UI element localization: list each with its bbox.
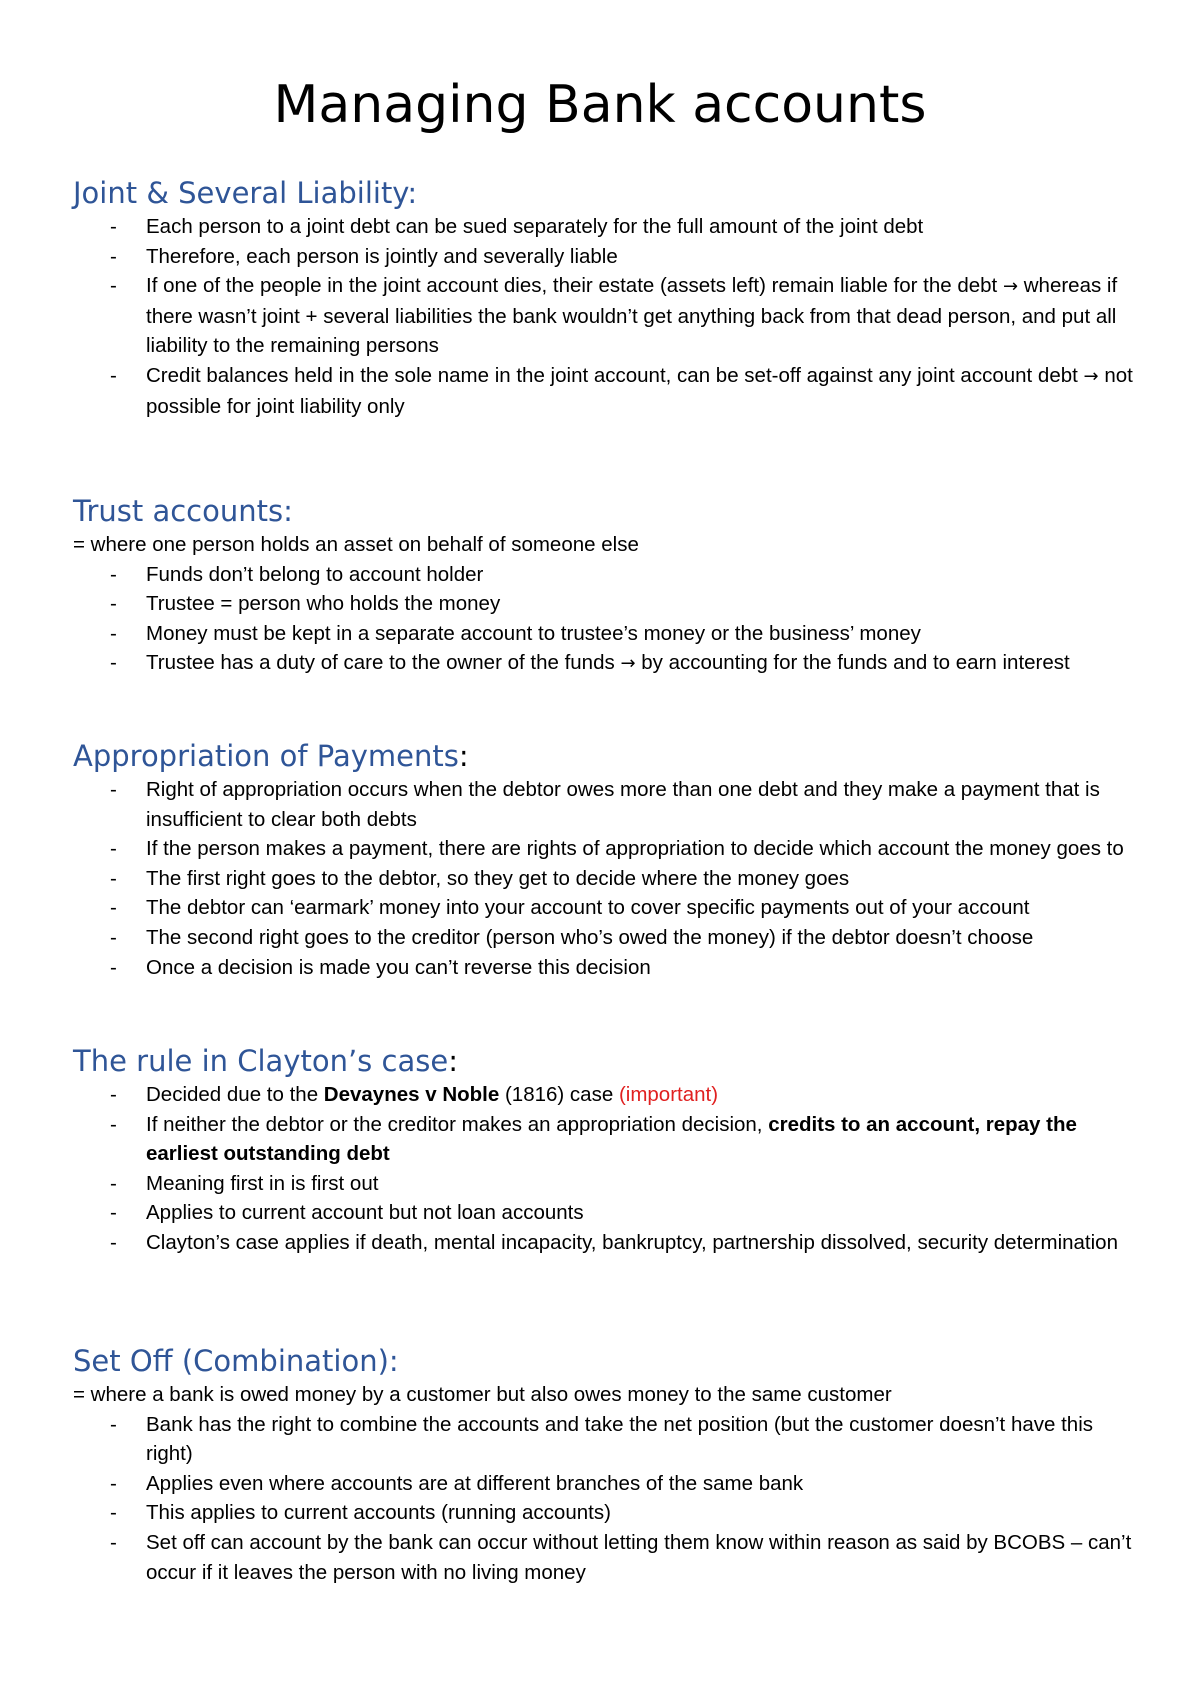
right-arrow-icon: → [1002, 276, 1019, 298]
list-item: - The second right goes to the creditor (person who’s owed the money) if the debtor doesn’t choose [73, 923, 1143, 953]
bullet-list [73, 775, 1143, 982]
list-item: - The first right goes to the debtor, so they get to decide where the money goes [73, 864, 1143, 894]
section-heading [73, 1043, 1143, 1079]
list-item-text: Credit balances held in the sole name in the joint account, can be set-off against any joint account debt [146, 363, 1084, 387]
section-appropriation [73, 738, 1143, 982]
list-item: - Clayton’s case applies if death, mental incapacity, bankruptcy, partnership dissolved, security determination [73, 1228, 1143, 1258]
list-item: - Therefore, each person is jointly and severally liable [73, 242, 1143, 272]
section-heading: Joint & Several Liability: [73, 176, 418, 210]
list-item: - Once a decision is made you can’t reverse this decision [73, 953, 1143, 983]
list-item: - Funds don’t belong to account holder [73, 560, 1143, 590]
bullet-list [73, 560, 1143, 679]
list-item: - The debtor can ‘earmark’ money into your account to cover specific payments out of your account [73, 893, 1143, 923]
list-item-text: If one of the people in the joint account dies, their estate (assets left) remain liable for the debt [146, 274, 1003, 298]
list-item: - Meaning first in is first out [73, 1169, 1143, 1199]
list-item: - Bank has the right to combine the accounts and take the net position (but the customer doesn’t have this right) [73, 1410, 1143, 1469]
bullet-list [73, 1410, 1143, 1588]
section-joint-liability [73, 175, 1143, 421]
list-item [73, 1110, 1143, 1169]
list-item [73, 648, 1143, 679]
bullet-list [73, 1080, 1143, 1258]
list-item-text: Trustee has a duty of care to the owner of the funds [146, 651, 621, 675]
list-item-text: (1816) case [499, 1083, 619, 1106]
section-trust-accounts [73, 493, 1143, 679]
section-heading: Set Off (Combination): [73, 1344, 399, 1378]
heading-colon: : [458, 739, 469, 773]
bold-rule: credits to an account, repay the earliest outstanding debt [146, 1112, 1077, 1166]
list-item: - This applies to current accounts (running accounts) [73, 1498, 1143, 1528]
list-item [73, 361, 1143, 421]
list-item: - Money must be kept in a separate account to trustee’s money or the business’ money [73, 619, 1143, 649]
heading-colon: : [448, 1044, 458, 1078]
section-heading: Trust accounts: [73, 494, 293, 528]
list-item: - Applies even where accounts are at different branches of the same bank [73, 1469, 1143, 1499]
list-item-text: If neither the debtor or the creditor makes an appropriation decision, [146, 1112, 769, 1136]
case-name: Devaynes v Noble [323, 1083, 500, 1106]
section-set-off [73, 1343, 1143, 1587]
right-arrow-icon: → [1083, 365, 1099, 387]
list-item: - Set off can account by the bank can occur without letting them know within reason as said by BCOBS – can’t occur if it leaves the person with no living money [73, 1528, 1143, 1587]
section-intro: = where a bank is owed money by a customer but also owes money to the same customer [73, 1383, 892, 1406]
list-item [73, 1080, 1143, 1110]
list-item-text: whereas if there wasn’t joint + several liabilities the bank wouldn’t get anything back from that dead person, and put all liability to the remaining persons [146, 274, 1118, 358]
list-item: - If the person makes a payment, there are rights of appropriation to decide which account the money goes to [73, 834, 1143, 864]
list-item [73, 271, 1143, 361]
list-item: - Trustee = person who holds the money [73, 589, 1143, 619]
page-title: Managing Bank accounts [273, 75, 927, 135]
right-arrow-icon: → [620, 653, 636, 675]
list-item: - Each person to a joint debt can be sued separately for the full amount of the joint debt [73, 212, 1143, 242]
section-heading [73, 738, 1143, 774]
section-intro: = where one person holds an asset on behalf of someone else [73, 533, 639, 556]
list-item: - Right of appropriation occurs when the debtor owes more than one debt and they make a payment that is insufficient to clear both debts [73, 775, 1143, 834]
section-claytons-case [73, 1043, 1143, 1258]
important-note: (important) [618, 1083, 719, 1106]
heading-text: Appropriation of Payments [73, 739, 459, 773]
list-item-text: by accounting for the funds and to earn interest [635, 651, 1070, 675]
heading-text: The rule in Clayton’s case [73, 1044, 449, 1078]
bullet-list [73, 212, 1143, 421]
list-item-text: not possible for joint liability only [146, 363, 1133, 418]
list-item: - Applies to current account but not loan accounts [73, 1198, 1143, 1228]
list-item-text: Decided due to the [146, 1083, 324, 1106]
